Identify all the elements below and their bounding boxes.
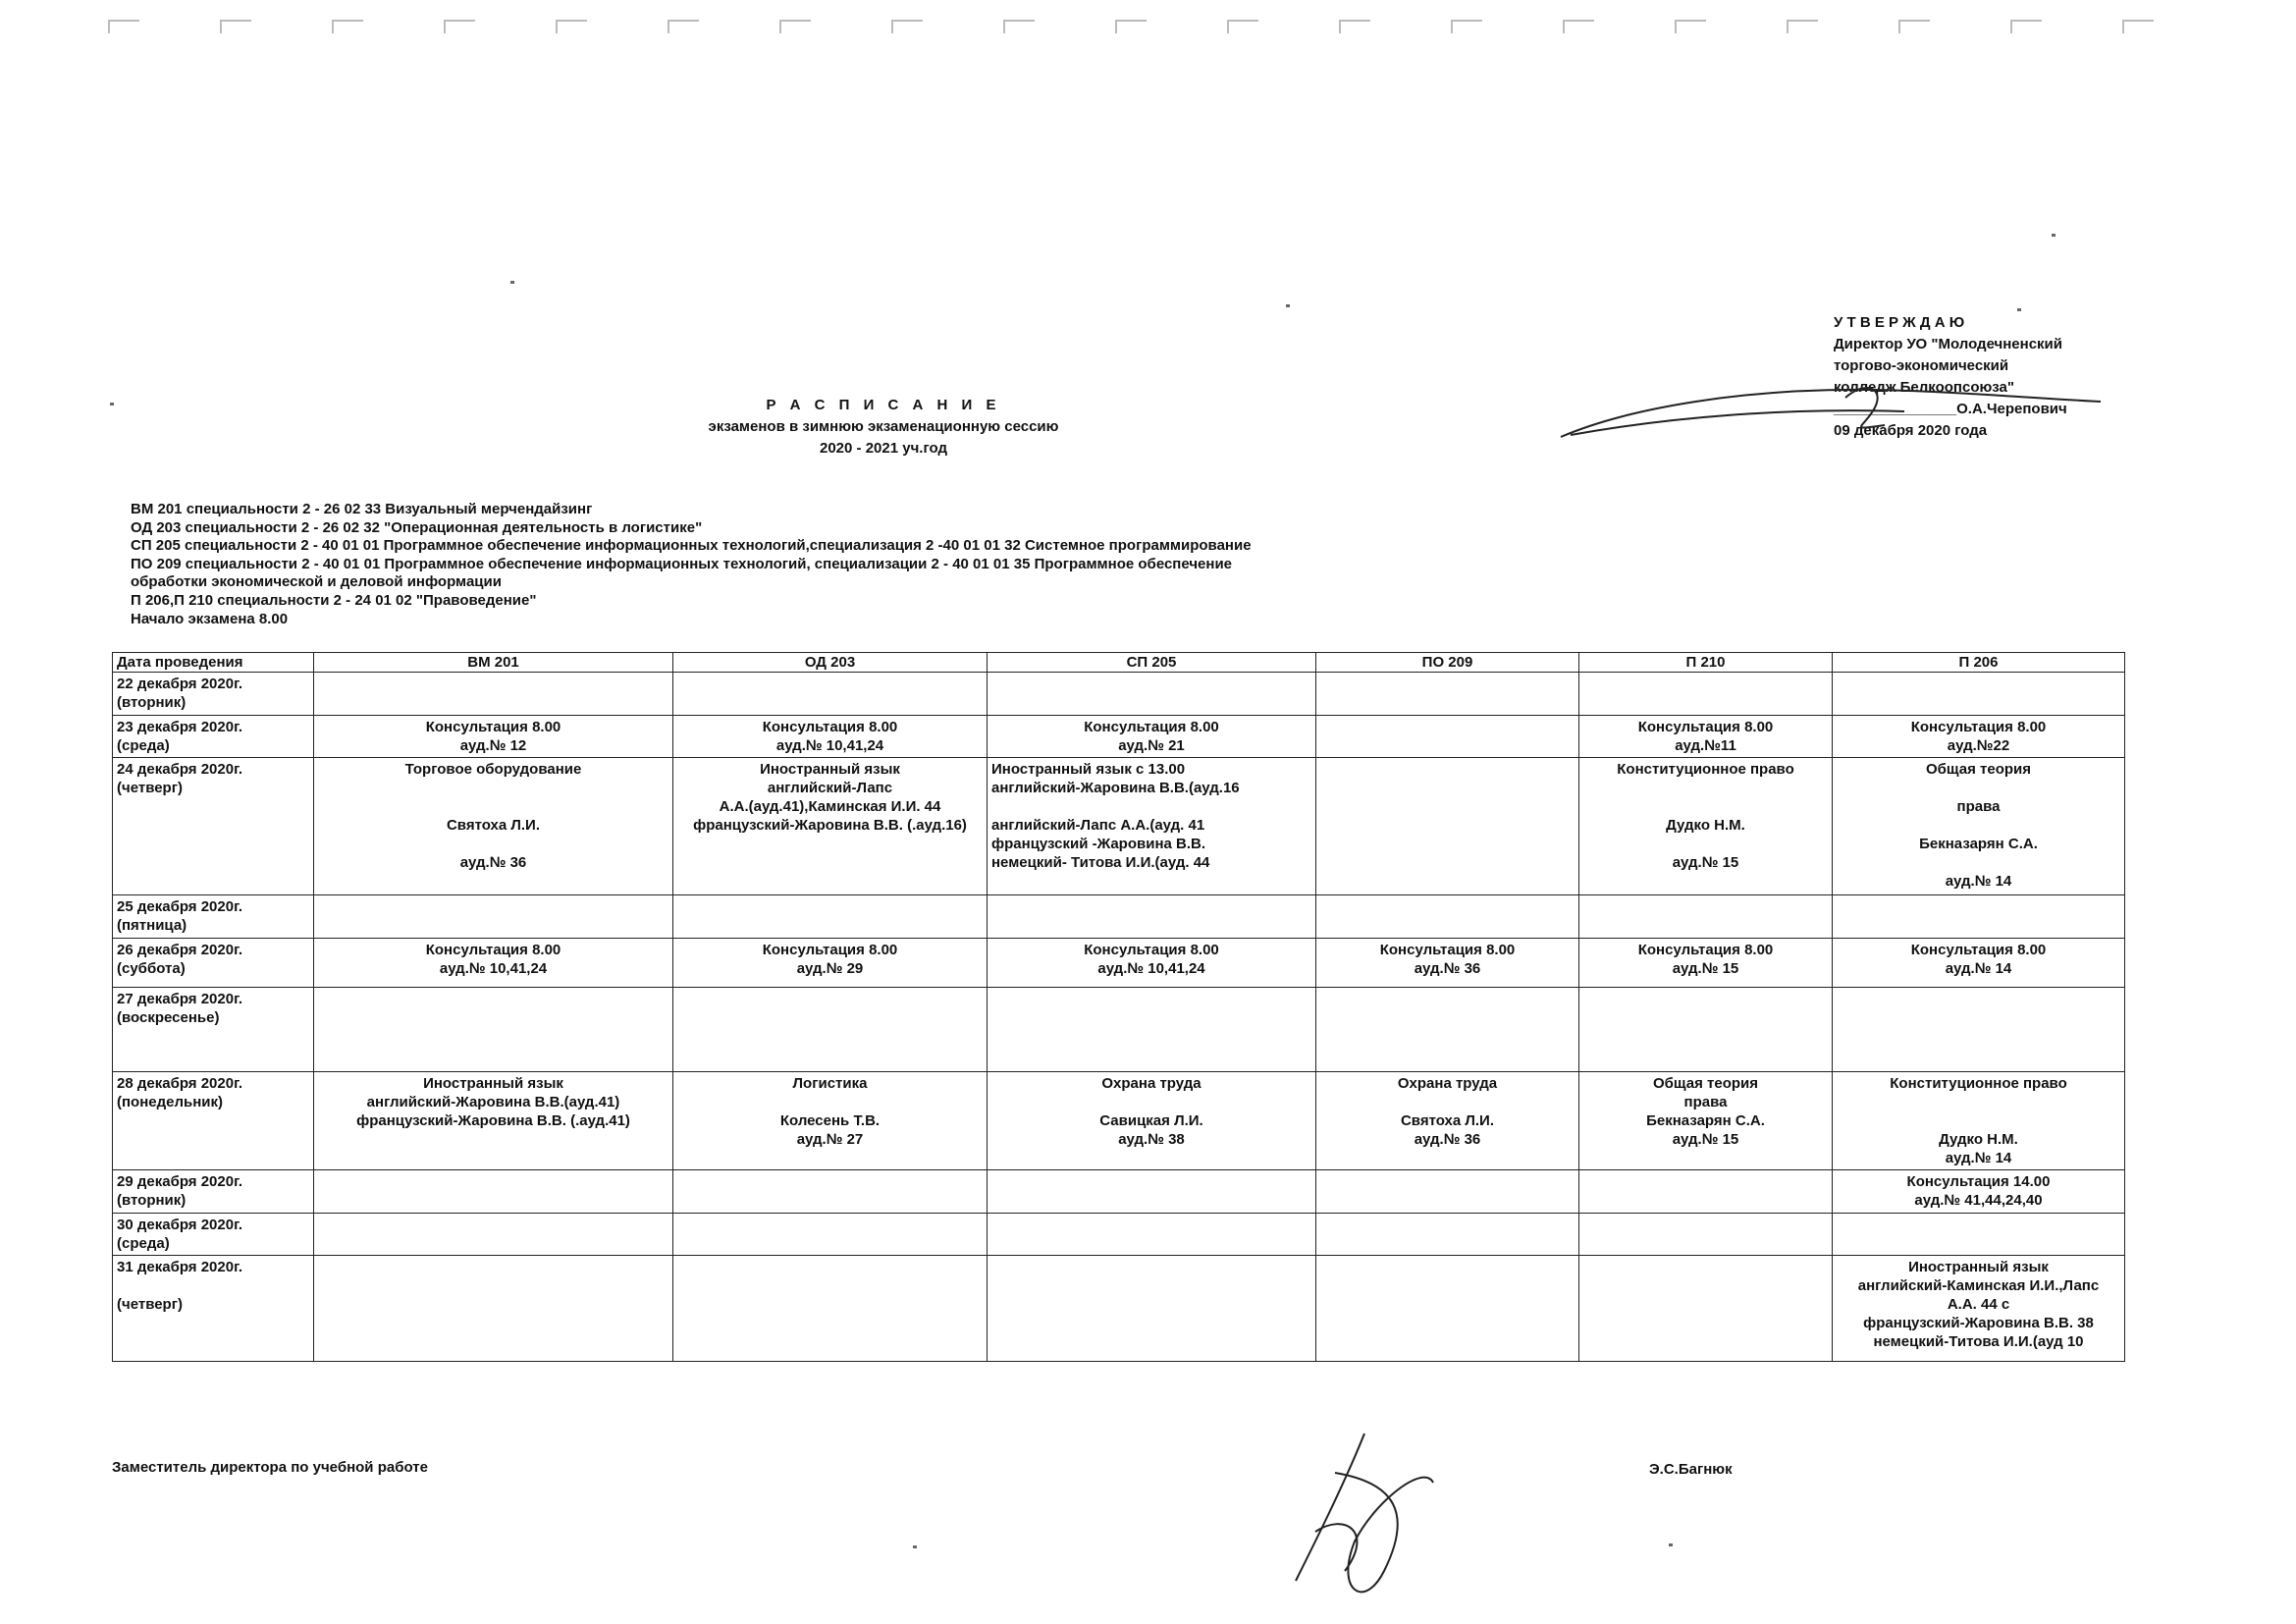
spec-line: ВМ 201 специальности 2 - 26 02 33 Визуальный мерчендайзинг — [131, 501, 593, 517]
schedule-cell — [1833, 988, 2125, 1072]
schedule-cell — [314, 758, 673, 895]
cell-line — [991, 1093, 1311, 1111]
schedule-cell — [673, 673, 988, 716]
date-cell — [113, 758, 314, 895]
cell-line: ауд.№ 15 — [1672, 854, 1739, 871]
cell-line — [1837, 853, 2120, 872]
cell-line: Консультация 8.00 — [1637, 942, 1774, 958]
cell-line — [1320, 1093, 1575, 1111]
schedule-cell — [673, 988, 988, 1072]
cell-line: ауд.№ 12 — [459, 737, 527, 754]
scan-speck — [510, 281, 514, 284]
date-line: 31 декабря 2020г. — [117, 1259, 242, 1275]
cell-line: Иностранный язык — [1908, 1259, 2049, 1275]
schedule-cell — [314, 988, 673, 1072]
cell-line: Консультация 8.00 — [425, 942, 561, 958]
schedule-cell — [314, 1256, 673, 1362]
scan-speck — [913, 1545, 917, 1548]
director-signature — [1551, 368, 2140, 447]
cell-line: Дудко Н.М. — [1666, 817, 1745, 834]
cell-line: ауд.№ 27 — [796, 1131, 864, 1148]
date-line: (понедельник) — [117, 1094, 224, 1110]
table-row — [113, 939, 2125, 988]
date-line — [117, 1276, 309, 1295]
schedule-cell — [673, 1256, 988, 1362]
date-line: 27 декабря 2020г. — [117, 991, 242, 1007]
date-line: 22 декабря 2020г. — [117, 676, 242, 692]
schedule-cell — [1579, 1256, 1833, 1362]
schedule-cell — [673, 1072, 988, 1170]
schedule-cell — [673, 758, 988, 895]
cell-line: Общая теория — [1652, 1075, 1759, 1092]
cell-line: ауд.№ 29 — [796, 960, 864, 977]
schedule-cell — [673, 895, 988, 939]
cell-line: Савицкая Л.И. — [1099, 1112, 1203, 1129]
date-line: (четверг) — [117, 1296, 183, 1313]
schedule-cell — [1579, 895, 1833, 939]
header-group: ПО 209 — [1316, 653, 1579, 673]
schedule-cell — [988, 1170, 1316, 1214]
header-group: ВМ 201 — [314, 653, 673, 673]
header-group: ОД 203 — [673, 653, 988, 673]
cell-line — [1837, 1093, 2120, 1111]
schedule-cell — [1579, 716, 1833, 758]
cell-line: Консультация 8.00 — [1379, 942, 1516, 958]
cell-line: ауд.№11 — [1675, 737, 1736, 754]
cell-line: французский-Жаровина В.В. (.ауд.16) — [693, 817, 967, 834]
cell-line: французский-Жаровина В.В. 38 — [1863, 1315, 2094, 1331]
table-header-row — [113, 653, 2125, 673]
schedule-cell — [314, 716, 673, 758]
deputy-director-label: Заместитель директора по учебной работе — [112, 1459, 428, 1476]
cell-line: ауд.№ 14 — [1945, 873, 2012, 890]
specialties-list — [131, 501, 1387, 628]
cell-line: Конституционное право — [1617, 761, 1794, 778]
date-cell — [113, 673, 314, 716]
schedule-cell — [673, 1214, 988, 1256]
schedule-cell — [1833, 758, 2125, 895]
schedule-cell — [673, 1170, 988, 1214]
cell-line: английский-Жаровина В.В.(ауд.16 — [991, 780, 1240, 796]
cell-line — [318, 835, 668, 853]
table-row — [113, 988, 2125, 1072]
spec-line: СП 205 специальности 2 - 40 01 01 Программное обеспечение информационных технологий,специализация 2 -40 01 01 32 Системное программирование — [131, 537, 1252, 555]
cell-line — [1583, 779, 1828, 797]
schedule-cell — [1833, 1256, 2125, 1362]
cell-line: ауд.№ 10,41,24 — [775, 737, 884, 754]
schedule-cell — [1316, 939, 1579, 988]
cell-line: Консультация 8.00 — [1084, 942, 1219, 958]
schedule-cell — [314, 1072, 673, 1170]
table-row — [113, 758, 2125, 895]
cell-line: немецкий- Титова И.И.(ауд. 44 — [991, 854, 1210, 871]
schedule-cell — [1316, 1214, 1579, 1256]
cell-line — [318, 779, 668, 797]
schedule-cell — [1833, 673, 2125, 716]
schedule-cell — [1579, 939, 1833, 988]
date-cell — [113, 988, 314, 1072]
cell-line: Святоха Л.И. — [446, 817, 541, 834]
title-subtitle: экзаменов в зимнюю экзаменационную сессию — [708, 418, 1059, 435]
approval-line: Директор УО "Молодечненский — [1834, 336, 2062, 352]
cell-line: Консультация 8.00 — [762, 719, 898, 735]
date-line: 28 декабря 2020г. — [117, 1075, 242, 1092]
schedule-cell — [1316, 758, 1579, 895]
cell-line: французский -Жаровина В.В. — [991, 836, 1206, 852]
date-cell — [113, 1256, 314, 1362]
schedule-cell — [988, 939, 1316, 988]
cell-line: Иностранный язык — [760, 761, 900, 778]
cell-line: Колесень Т.В. — [779, 1112, 881, 1129]
cell-line: права — [1683, 1094, 1728, 1110]
cell-line: Общая теория — [1925, 761, 2032, 778]
schedule-cell — [1579, 1214, 1833, 1256]
cell-line: ауд.№ 38 — [1118, 1131, 1185, 1148]
schedule-cell — [1579, 1170, 1833, 1214]
scan-speck — [1286, 304, 1290, 307]
deputy-director-name: Э.С.Багнюк — [1649, 1461, 1733, 1478]
approval-date: 09 декабря 2020 года — [1834, 422, 1988, 439]
schedule-cell — [1833, 895, 2125, 939]
table-row — [113, 895, 2125, 939]
cell-line: Конституционное право — [1890, 1075, 2067, 1092]
cell-line: английский-Лапс — [767, 780, 893, 796]
schedule-cell — [988, 1072, 1316, 1170]
schedule-cell — [1316, 716, 1579, 758]
cell-line: права — [1956, 798, 2001, 815]
schedule-cell — [988, 1214, 1316, 1256]
title-main: Р А С П И С А Н И Е — [766, 397, 1001, 413]
scan-speck — [1669, 1543, 1673, 1546]
approval-line: торгово-экономический — [1834, 357, 2009, 374]
schedule-cell — [1579, 1072, 1833, 1170]
cell-line: Иностранный язык с 13.00 — [991, 761, 1186, 778]
cell-line: Бекназарян С.А. — [1919, 836, 2038, 852]
schedule-cell — [988, 895, 1316, 939]
cell-line: ауд.№22 — [1947, 737, 2010, 754]
schedule-cell — [673, 939, 988, 988]
schedule-cell — [988, 673, 1316, 716]
spec-line: ОД 203 специальности 2 - 26 02 32 "Операционная деятельность в логистике" — [131, 518, 703, 536]
date-line: (вторник) — [117, 1192, 187, 1209]
spec-line: П 206,П 210 специальности 2 - 24 01 02 "Правоведение" — [131, 591, 537, 609]
schedule-cell — [1579, 988, 1833, 1072]
date-line: (четверг) — [117, 780, 183, 796]
table-row — [113, 716, 2125, 758]
approval-line: _______________О.А.Черепович — [1834, 401, 2067, 417]
table-row — [113, 673, 2125, 716]
cell-line: ауд.№ 36 — [1414, 1131, 1481, 1148]
schedule-cell — [1579, 673, 1833, 716]
cell-line: Охрана труда — [1101, 1075, 1201, 1092]
schedule-cell — [314, 673, 673, 716]
cell-line: Охрана труда — [1397, 1075, 1498, 1092]
schedule-cell — [1833, 716, 2125, 758]
cell-line: Консультация 8.00 — [762, 942, 898, 958]
document-title — [550, 395, 1217, 460]
cell-line: А.А. 44 с — [1947, 1296, 2010, 1313]
cell-line: ауд.№ 14 — [1945, 1150, 2012, 1166]
schedule-cell — [1316, 895, 1579, 939]
scan-speck — [2017, 308, 2021, 311]
date-line: 29 декабря 2020г. — [117, 1173, 242, 1190]
cell-line: Консультация 8.00 — [1637, 719, 1774, 735]
cell-line: английский-Лапс А.А.(ауд. 41 — [991, 817, 1205, 834]
scan-speck — [110, 403, 114, 406]
cell-line: Бекназарян С.А. — [1646, 1112, 1765, 1129]
date-line: (среда) — [117, 737, 170, 754]
table-row — [113, 1072, 2125, 1170]
date-line: 24 декабря 2020г. — [117, 761, 242, 778]
cell-line: Святоха Л.И. — [1400, 1112, 1495, 1129]
spec-line: ПО 209 специальности 2 - 40 01 01 Программное обеспечение информационных технологий, специализации 2 - 40 01 01 35 Программное обеспечение — [131, 555, 1233, 572]
date-line: 25 декабря 2020г. — [117, 898, 242, 915]
date-line: (воскресенье) — [117, 1009, 220, 1026]
table-row — [113, 1170, 2125, 1214]
date-line: (вторник) — [117, 694, 187, 711]
schedule-cell — [988, 1256, 1316, 1362]
approval-line: колледж Белкоопсоюза" — [1834, 379, 2014, 396]
cell-line — [1837, 779, 2120, 797]
cell-line — [1837, 816, 2120, 835]
cell-line — [1583, 797, 1828, 816]
table-row — [113, 1214, 2125, 1256]
date-line: (пятница) — [117, 917, 187, 934]
date-cell — [113, 1072, 314, 1170]
date-cell — [113, 1170, 314, 1214]
cell-line: ауд.№ 10,41,24 — [439, 960, 548, 977]
exam-start: Начало экзамена 8.00 — [131, 610, 289, 627]
header-group: П 206 — [1833, 653, 2125, 673]
cell-line: А.А.(ауд.41),Каминская И.И. 44 — [719, 798, 941, 815]
date-line: 26 декабря 2020г. — [117, 942, 242, 958]
table-row — [113, 1256, 2125, 1362]
date-cell — [113, 939, 314, 988]
deputy-signature — [1276, 1424, 1453, 1620]
cell-line — [677, 1093, 983, 1111]
date-line: (среда) — [117, 1235, 170, 1252]
schedule-cell — [988, 988, 1316, 1072]
cell-line: Консультация 8.00 — [1910, 719, 2047, 735]
schedule-cell — [1833, 1214, 2125, 1256]
cell-line: Консультация 14.00 — [1906, 1173, 2051, 1190]
cell-line — [1837, 1111, 2120, 1130]
cell-line: ауд.№ 14 — [1945, 960, 2012, 977]
schedule-cell — [1579, 758, 1833, 895]
cell-line — [1583, 835, 1828, 853]
header-group: СП 205 — [988, 653, 1316, 673]
cell-line: ауд.№ 36 — [459, 854, 527, 871]
date-cell — [113, 1214, 314, 1256]
schedule-cell — [314, 1214, 673, 1256]
approval-heading: У Т В Е Р Ж Д А Ю — [1834, 314, 1965, 331]
cell-line: Иностранный язык — [423, 1075, 563, 1092]
scan-edge-marks — [108, 20, 2268, 39]
schedule-cell — [314, 895, 673, 939]
cell-line: Торговое оборудование — [404, 761, 582, 778]
cell-line: ауд.№ 41,44,24,40 — [1914, 1192, 2043, 1209]
schedule-cell — [988, 758, 1316, 895]
cell-line: Дудко Н.М. — [1939, 1131, 2018, 1148]
schedule-cell — [988, 716, 1316, 758]
cell-line: ауд.№ 15 — [1672, 960, 1739, 977]
cell-line — [991, 797, 1311, 816]
cell-line: Консультация 8.00 — [1910, 942, 2047, 958]
schedule-cell — [1316, 1256, 1579, 1362]
spec-line: обработки экономической и деловой информации — [131, 573, 502, 591]
schedule-cell — [1316, 1170, 1579, 1214]
header-date: Дата проведения — [113, 653, 314, 673]
cell-line: ауд.№ 15 — [1672, 1131, 1739, 1148]
cell-line: английский-Каминская И.И.,Лапс — [1857, 1277, 2100, 1294]
cell-line: французский-Жаровина В.В. (.ауд.41) — [356, 1112, 630, 1129]
date-line: 23 декабря 2020г. — [117, 719, 242, 735]
date-cell — [113, 716, 314, 758]
cell-line — [318, 797, 668, 816]
exam-schedule-table — [112, 652, 2125, 1362]
cell-line: ауд.№ 10,41,24 — [1097, 960, 1205, 977]
header-group: П 210 — [1579, 653, 1833, 673]
schedule-cell — [1833, 1170, 2125, 1214]
cell-line: ауд.№ 21 — [1118, 737, 1185, 754]
date-cell — [113, 895, 314, 939]
date-line: (суббота) — [117, 960, 186, 977]
date-line: 30 декабря 2020г. — [117, 1217, 242, 1233]
schedule-cell — [1833, 939, 2125, 988]
scan-speck — [2052, 234, 2056, 237]
schedule-cell — [1833, 1072, 2125, 1170]
cell-line: Логистика — [792, 1075, 868, 1092]
schedule-cell — [673, 716, 988, 758]
cell-line: немецкий-Титова И.И.(ауд 10 — [1873, 1333, 2084, 1350]
cell-line: английский-Жаровина В.В.(ауд.41) — [366, 1094, 620, 1110]
cell-line: Консультация 8.00 — [1084, 719, 1219, 735]
schedule-cell — [314, 1170, 673, 1214]
title-year: 2020 - 2021 уч.год — [820, 440, 947, 457]
cell-line: Консультация 8.00 — [425, 719, 561, 735]
cell-line: ауд.№ 36 — [1414, 960, 1481, 977]
schedule-cell — [1316, 1072, 1579, 1170]
schedule-cell — [314, 939, 673, 988]
schedule-cell — [1316, 988, 1579, 1072]
schedule-cell — [1316, 673, 1579, 716]
